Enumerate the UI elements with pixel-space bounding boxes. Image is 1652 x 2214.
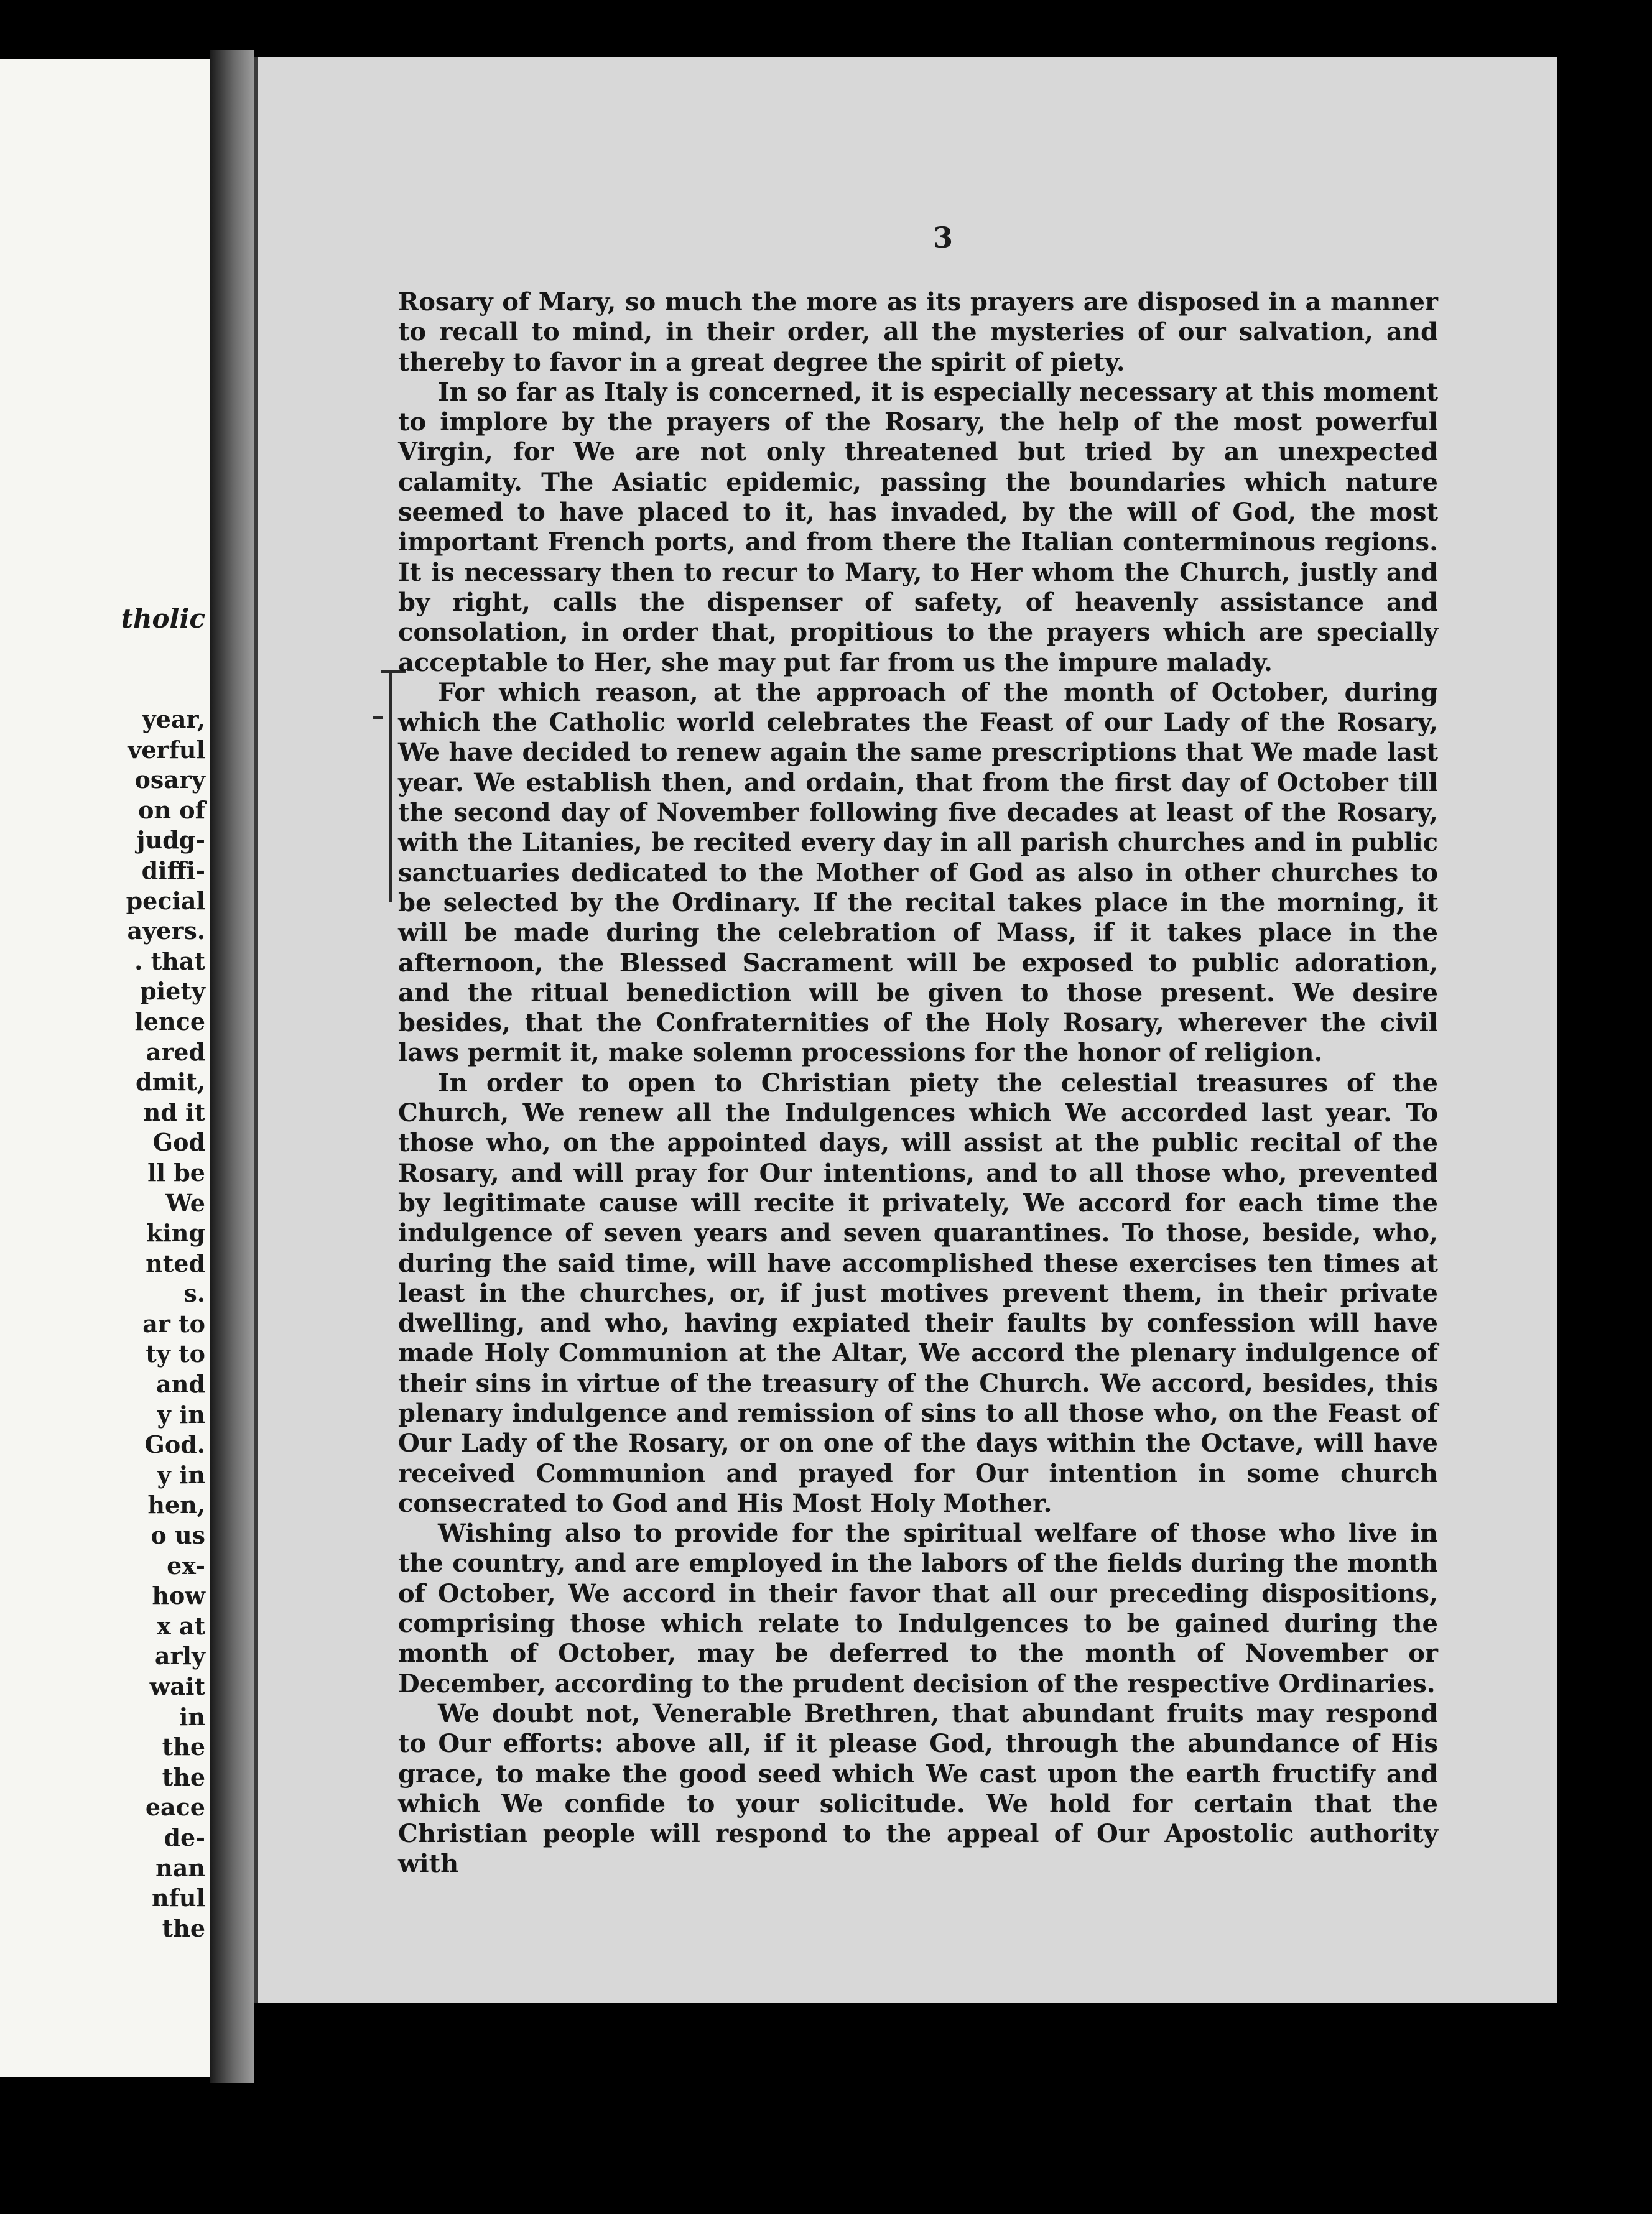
left-page-line: pecial bbox=[126, 886, 205, 915]
page-number: 3 bbox=[933, 221, 954, 254]
left-page-line: the bbox=[162, 1914, 205, 1942]
left-page-fragment bbox=[0, 59, 210, 2077]
left-page-line: verful bbox=[128, 735, 205, 764]
left-page-line: y in bbox=[157, 1400, 205, 1429]
left-page-text-fragments bbox=[81, 705, 205, 1943]
left-page-line: osary bbox=[134, 766, 205, 794]
left-page-line: the bbox=[162, 1762, 205, 1791]
left-page-line: y in bbox=[157, 1460, 205, 1489]
left-page-line: year, bbox=[142, 705, 205, 733]
left-page-line: in bbox=[179, 1702, 205, 1731]
left-page-line: God bbox=[152, 1128, 205, 1157]
left-page-line: how bbox=[152, 1582, 205, 1610]
left-page-line: the bbox=[162, 1733, 205, 1761]
left-page-line: hen, bbox=[147, 1491, 205, 1519]
left-page-line: nd it bbox=[143, 1098, 205, 1126]
left-page-line: ll be bbox=[147, 1158, 205, 1187]
left-page-line: o us bbox=[151, 1521, 205, 1550]
left-page-line: judg- bbox=[136, 826, 205, 855]
left-page-line: dmit, bbox=[136, 1068, 205, 1096]
paragraph: In so far as Italy is concerned, it is especially necessary at this moment to implore by the prayers of the Rosary, the help of the most powerful Virgin, for We are not only threatened but tried by an unexpected calamity. The Asiatic epidemic, passing the boundaries which nature seemed to have placed to it, has invaded, by the will of God, the most important French ports, and from there the Italian conterminous regions. It is necessary then to recur to Mary, to Her whom the Church, justly and by right, calls the dispenser of safety, of heavenly assistance and consolation, in order that, propitious to the prayers which are specially acceptable to Her, she may put far from us the impure malady. bbox=[398, 377, 1438, 677]
left-page-line: wait bbox=[149, 1672, 205, 1700]
paragraph: In order to open to Christian piety the celestial treasures of the Church, We renew all the Indulgences which We accorded last year. To those who, on the appointed days, will assist at the public recital of the Rosary, and will pray for Our intentions, and to all those who, prevented by legitimate cause will recite it privately, We accord for each time the indulgence of seven years and seven quarantines. To those, beside, who, during the said time, will have accomplished these exercises ten times at least in the churches, or, if just motives prevent them, in their private dwelling, and who, having expiated their faults by confession will have made Holy Communion at the Altar, We accord the plenary indulgence of their sins in virtue of the treasury of the Church. We accord, besides, this plenary indulgence and remission of sins to all those who, on the Feast of Our Lady of the Rosary, or on one of the days within the Octave, will have received Communion and prayed for Our intention in some church consecrated to God and His Most Holy Mother. bbox=[398, 1068, 1438, 1518]
margin-mark bbox=[373, 716, 383, 719]
paragraph: Wishing also to provide for the spiritual welfare of those who live in the country, and are employed in the labors of the fields during the month of October, We accord in their favor that all our preceding dispositions, comprising those which relate to Indulgences to be gained during the month of October, may be deferred to the month of November or December, according to the prudent decision of the respective Ordinaries. bbox=[398, 1519, 1438, 1698]
left-page-line: ayers. bbox=[127, 917, 205, 945]
left-page-line: ared bbox=[146, 1037, 205, 1066]
left-page-line: king bbox=[146, 1219, 205, 1248]
left-page-heading-fragment: tholic bbox=[121, 603, 205, 634]
left-page-line: nted bbox=[146, 1249, 205, 1277]
left-page-line: eace bbox=[145, 1793, 205, 1822]
paragraph: For which reason, at the approach of the month of October, during which the Catholic world celebrates the Feast of our Lady of the Rosary, We have decided to renew again the same prescriptions that We made last year. We establish then, and ordain, that from the first day of October till the second day of November following five decades at least of the Rosary, with the Litanies, be recited every day in all parish churches and in public sanctuaries dedicated to the Mother of God as also in other churches to be selected by the Ordinary. If the recital takes place in the morning, it will be made during the celebration of Mass, if it takes place in the afternoon, the Blessed Sacrament will be exposed to public adoration, and the ritual benediction will be given to those present. We desire besides, that the Confraternities of the Holy Rosary, wherever the civil laws permit it, make solemn processions for the honor of religion. bbox=[398, 677, 1438, 1068]
paragraph: Rosary of Mary, so much the more as its prayers are disposed in a manner to recall to mind, in their order, all the mysteries of our salvation, and thereby to favor in a great degree the spirit of piety. bbox=[398, 287, 1438, 377]
book-gutter bbox=[210, 50, 254, 2083]
left-page-line: ty to bbox=[146, 1340, 205, 1368]
body-text bbox=[398, 287, 1438, 1879]
left-page-line: de- bbox=[164, 1823, 205, 1851]
left-page-line: nful bbox=[151, 1884, 205, 1912]
left-page-line: diffi- bbox=[141, 856, 205, 884]
left-page-line: s. bbox=[183, 1279, 205, 1308]
left-page-line: on of bbox=[138, 795, 205, 824]
left-page-line: nan bbox=[155, 1853, 205, 1882]
left-page-line: We bbox=[165, 1188, 205, 1217]
left-page-line: piety bbox=[140, 977, 205, 1006]
left-page-line: . that bbox=[134, 947, 205, 975]
left-page-line: God. bbox=[144, 1430, 205, 1459]
left-page-line: arly bbox=[154, 1642, 205, 1670]
left-page-line: lence bbox=[134, 1007, 205, 1035]
left-page-line: x at bbox=[156, 1611, 205, 1640]
left-page-line: and bbox=[156, 1370, 205, 1399]
paragraph: We doubt not, Venerable Brethren, that abundant fruits may respond to Our efforts: above all, if it please God, through the abundance of His grace, to make the good seed which We cast upon the earth fructify and which We confide to your solicitude. We hold for certain that the Christian people will respond to the appeal of Our Apostolic authority with bbox=[398, 1698, 1438, 1879]
margin-bracket bbox=[389, 672, 392, 902]
left-page-line: ex- bbox=[167, 1551, 205, 1580]
left-page-line: ar to bbox=[142, 1309, 205, 1338]
